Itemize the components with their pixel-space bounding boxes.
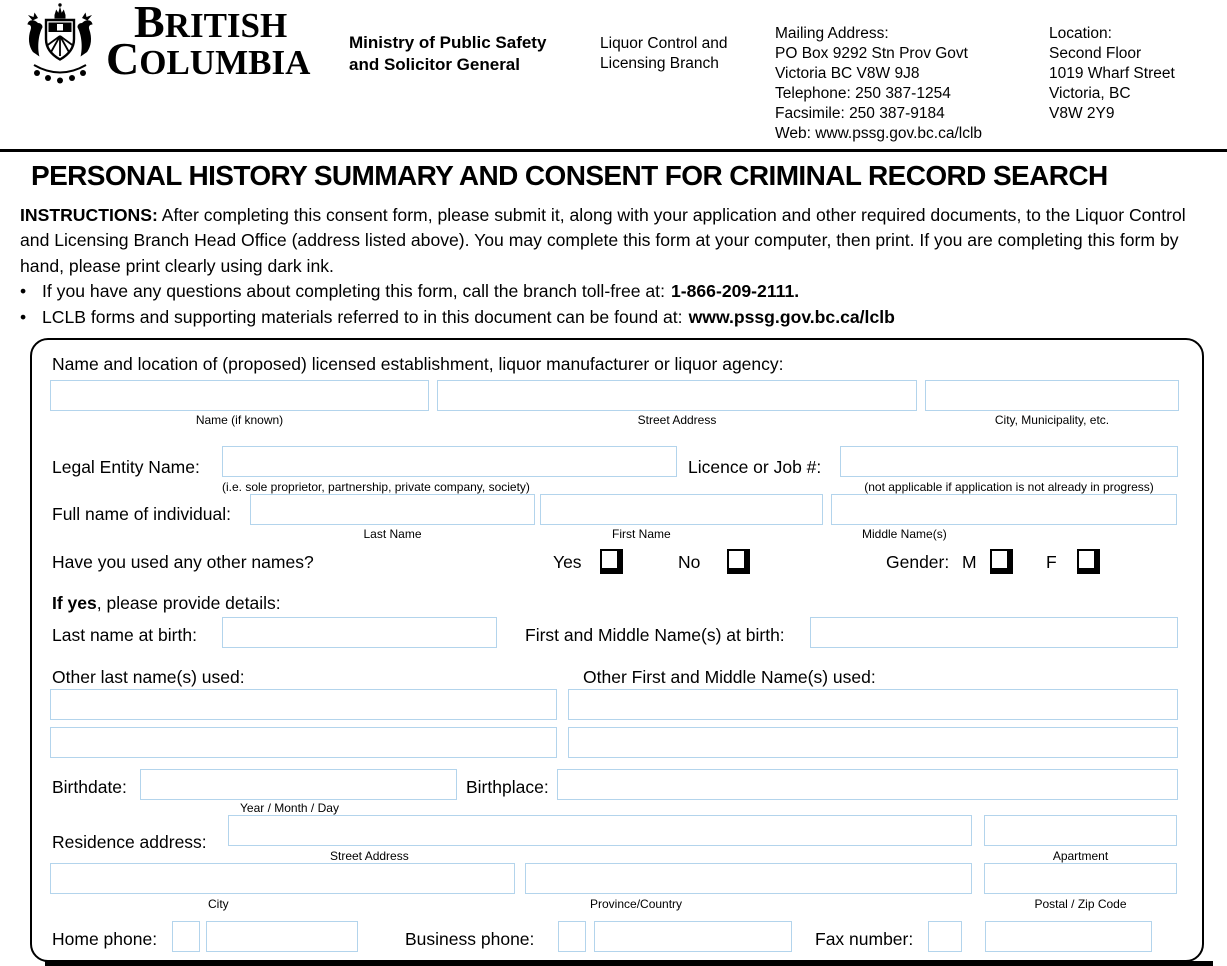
if-yes-bold: If yes [52, 593, 97, 613]
residence-label: Residence address: [52, 832, 207, 852]
licence-number-input[interactable] [840, 446, 1178, 477]
header-divider [0, 149, 1227, 152]
legal-entity-caption: (i.e. sole proprietor, partnership, private company, society) [222, 480, 530, 494]
other-names-question: Have you used any other names? [52, 552, 314, 572]
establishment-label: Name and location of (proposed) licensed establishment, liquor manufacturer or liquor agency: [52, 354, 784, 374]
establishment-city-caption: City, Municipality, etc. [994, 413, 1110, 427]
location-line: 1019 Wharf Street [1049, 65, 1175, 82]
province-country-caption: Province/Country [590, 897, 683, 911]
first-middle-birth-input[interactable] [810, 617, 1178, 648]
no-label: No [678, 552, 701, 572]
last-name-birth-label: Last name at birth: [52, 625, 197, 645]
branch-name [600, 34, 728, 74]
bullet-icon: • [20, 281, 27, 301]
mailing-address-block [775, 24, 982, 144]
page-title: PERSONAL HISTORY SUMMARY AND CONSENT FOR CRIMINAL RECORD SEARCH [31, 160, 1108, 191]
business-phone-label: Business phone: [405, 929, 535, 949]
fax-number-label: Fax number: [815, 929, 914, 949]
postal-code-input[interactable] [984, 863, 1177, 894]
bullet-web-text: LCLB forms and supporting materials referred to in this document can be found at: [42, 307, 683, 327]
last-name-input[interactable] [250, 494, 535, 525]
yes-checkbox[interactable] [600, 549, 623, 574]
birthdate-caption: Year / Month / Day [240, 801, 339, 815]
mailing-line: Web: www.pssg.gov.bc.ca/lclb [775, 125, 983, 142]
fax-number-input[interactable] [985, 921, 1152, 952]
city-caption: City [208, 897, 229, 911]
instructions-text: After completing this consent form, please submit it, along with your application and other required documents, to the Liquor Control and Licensing Branch Head Office (address listed above). You may complete this form at your computer, then print. If you are completing this form by hand, please print clearly using dark ink. [20, 205, 1186, 276]
location-line: Second Floor [1049, 45, 1142, 62]
wordmark-line2: COLUMBIA [106, 33, 311, 84]
location-line: V8W 2Y9 [1049, 105, 1115, 122]
location-title: Location: [1049, 25, 1112, 42]
legal-entity-label: Legal Entity Name: [52, 457, 200, 477]
first-name-input[interactable] [540, 494, 823, 525]
instructions-label: INSTRUCTIONS: [20, 205, 158, 225]
residence-street-input[interactable] [228, 815, 972, 846]
bc-coat-of-arms-icon [24, 2, 96, 88]
no-checkbox[interactable] [727, 549, 750, 574]
location-block [1049, 24, 1175, 124]
city-input[interactable] [50, 863, 515, 894]
other-last-1-input[interactable] [50, 689, 557, 720]
yes-label: Yes [553, 552, 582, 572]
gender-f-label: F [1046, 552, 1057, 572]
gender-f-checkbox[interactable] [1077, 549, 1100, 574]
lclb-url: www.pssg.gov.bc.ca/lclb [688, 307, 895, 327]
establishment-name-input[interactable] [50, 380, 429, 411]
apartment-input[interactable] [984, 815, 1177, 846]
mailing-title: Mailing Address: [775, 25, 889, 42]
establishment-street-caption: Street Address [637, 413, 717, 427]
bc-wordmark [106, 0, 311, 84]
other-first-middle-1-input[interactable] [568, 689, 1178, 720]
last-name-birth-input[interactable] [222, 617, 497, 648]
mailing-line: Victoria BC V8W 9J8 [775, 65, 920, 82]
other-first-middle-2-input[interactable] [568, 727, 1178, 758]
residence-street-caption: Street Address [330, 849, 409, 863]
middle-name-input[interactable] [831, 494, 1177, 525]
ministry-line1: Ministry of Public Safety [349, 33, 547, 52]
mailing-line: Telephone: 250 387-1254 [775, 85, 951, 102]
first-name-caption: First Name [612, 527, 671, 541]
apartment-caption: Apartment [1052, 849, 1109, 863]
birthdate-label: Birthdate: [52, 777, 127, 797]
legal-entity-input[interactable] [222, 446, 677, 477]
middle-name-caption: Middle Name(s) [862, 527, 947, 541]
birthdate-input[interactable] [140, 769, 457, 800]
home-phone-area-input[interactable] [172, 921, 200, 952]
fax-area-input[interactable] [928, 921, 962, 952]
wordmark-line1: BRITISH [134, 0, 288, 47]
establishment-name-caption: Name (if known) [195, 413, 284, 427]
if-yes-note [52, 593, 281, 614]
home-phone-label: Home phone: [52, 929, 158, 949]
establishment-street-input[interactable] [437, 380, 917, 411]
ministry-line2: and Solicitor General [349, 55, 520, 74]
bullet-phone [20, 281, 799, 302]
instructions-paragraph [20, 203, 1212, 279]
establishment-city-input[interactable] [925, 380, 1179, 411]
full-name-label: Full name of individual: [52, 504, 231, 524]
branch-line1: Liquor Control and [600, 35, 728, 52]
licence-number-caption: (not applicable if application is not already in progress) [864, 480, 1154, 494]
if-yes-rest: , please provide details: [96, 593, 281, 613]
mailing-line: PO Box 9292 Stn Prov Govt [775, 45, 968, 62]
bullet-icon: • [20, 307, 27, 327]
ministry-name [349, 32, 546, 76]
mailing-line: Facsimile: 250 387-9184 [775, 105, 945, 122]
next-section-top-border [45, 961, 1213, 966]
last-name-caption: Last Name [363, 527, 422, 541]
location-line: Victoria, BC [1049, 85, 1131, 102]
home-phone-number-input[interactable] [206, 921, 358, 952]
gender-m-checkbox[interactable] [990, 549, 1013, 574]
first-middle-birth-label: First and Middle Name(s) at birth: [525, 625, 785, 645]
other-last-names-label: Other last name(s) used: [52, 667, 245, 687]
other-first-middle-label: Other First and Middle Name(s) used: [583, 667, 876, 687]
gender-m-label: M [962, 552, 977, 572]
other-last-2-input[interactable] [50, 727, 557, 758]
postal-code-caption: Postal / Zip Code [1034, 897, 1127, 911]
birthplace-input[interactable] [557, 769, 1178, 800]
business-phone-number-input[interactable] [594, 921, 792, 952]
birthplace-label: Birthplace: [466, 777, 549, 797]
business-phone-area-input[interactable] [558, 921, 586, 952]
toll-free-number: 1-866-209-2111. [670, 281, 800, 301]
licence-number-label: Licence or Job #: [688, 457, 822, 477]
bullet-web [20, 307, 895, 328]
province-country-input[interactable] [525, 863, 972, 894]
bullet-phone-text: If you have any questions about completing this form, call the branch toll-free at: [42, 281, 665, 301]
branch-line2: Licensing Branch [600, 55, 719, 72]
gender-label: Gender: [886, 552, 950, 572]
